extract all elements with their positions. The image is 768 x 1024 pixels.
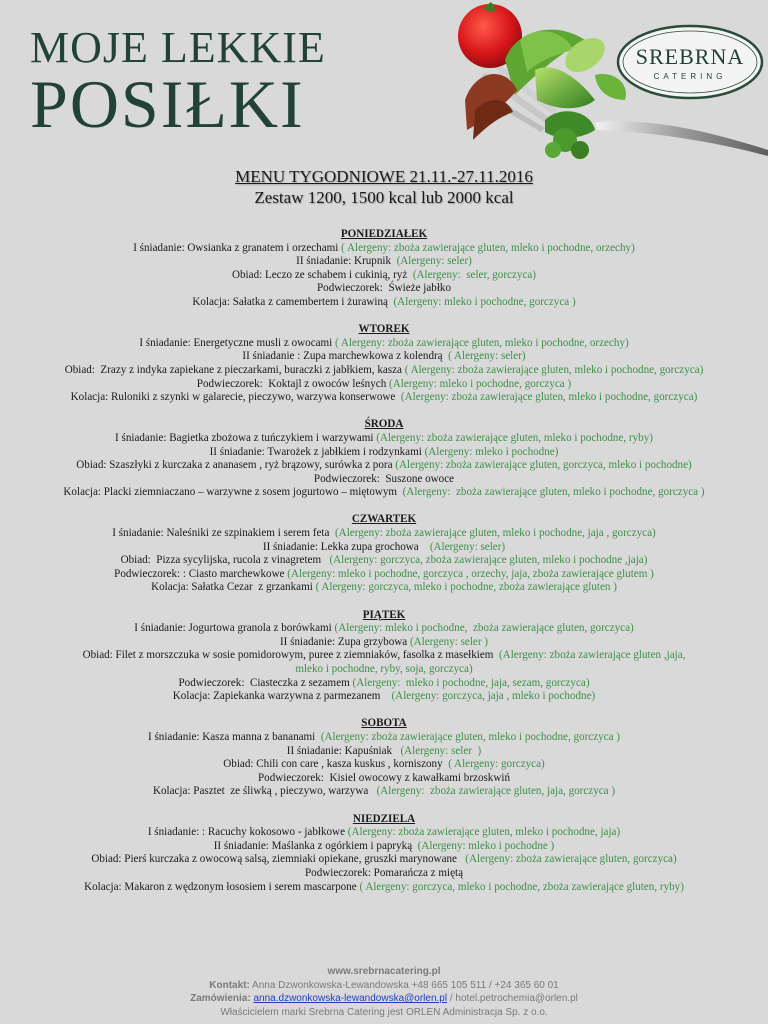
meal-row — [0, 269, 768, 283]
meal-allergens: ( Alergeny: gorczyca) — [448, 758, 545, 771]
menu-heading — [0, 166, 768, 208]
meal-text: Kolacja: Sałatka Cezar z grzankami — [151, 581, 316, 594]
meal-text: II śniadanie: Kapuśniak — [286, 744, 401, 757]
menu-heading-dates: MENU TYGODNIOWE 21.11.-27.11.2016 — [235, 167, 533, 186]
meal-allergens: (Alergeny: zboża zawierające gluten ,jaja, mleko i pochodne, ryby, soja, gorczyca) — [295, 649, 686, 675]
day-name: WTOREK — [358, 323, 410, 336]
footer — [0, 965, 768, 1019]
meal-allergens: ( Alergeny: gorczyca, mleko i pochodne, zboża zawierające gluten, ryby) — [359, 880, 684, 893]
meal-text: Kolacja: Sałatka z camembertem i żurawiną — [192, 295, 394, 308]
meal-row — [0, 622, 768, 636]
meal-row — [0, 296, 768, 310]
meal-text: I śniadanie: Kasza manna z bananami — [148, 730, 321, 743]
meal-allergens: (Alergeny: zboża zawierające gluten, mleko i pochodne, gorczyca ) — [402, 486, 705, 499]
meal-allergens: ( Alergeny: gorczyca, mleko i pochodne, zboża zawierające gluten ) — [315, 581, 617, 594]
footer-orders-sep: / — [447, 993, 456, 1004]
meal-row — [0, 432, 768, 446]
meal-row — [0, 677, 768, 691]
meal-row — [0, 541, 768, 555]
day-name: CZWARTEK — [351, 513, 417, 526]
footer-contact-label: Kontakt: — [209, 979, 250, 991]
weekly-menu — [0, 228, 768, 908]
fork-vegetables-image — [445, 0, 768, 170]
meal-text: Kolacja: Placki ziemniaczano – warzywne z sosem jogurtowo – miętowym — [63, 486, 403, 499]
page-title — [30, 23, 326, 143]
meal-text: I śniadanie: : Racuchy kokosowo - jabłkowe — [147, 826, 348, 839]
meal-row — [0, 554, 768, 568]
meal-allergens: ( Alergeny: zboża zawierające gluten, mleko i pochodne, orzechy) — [341, 241, 635, 254]
day-section — [0, 513, 768, 595]
meal-text: I śniadanie: Energetyczne musli z owocami — [139, 336, 336, 349]
meal-row — [0, 459, 768, 473]
meal-allergens: ( Alergeny: zboża zawierające gluten, mleko i pochodne, gorczyca) — [404, 363, 704, 376]
meal-text: Podwieczorek: Ciasteczka z sezamem — [178, 676, 353, 689]
meal-row — [0, 636, 768, 650]
meal-row — [0, 568, 768, 582]
meal-text: I śniadanie: Naleśniki ze szpinakiem i serem feta — [112, 527, 335, 540]
meal-allergens: (Alergeny: zboża zawierające gluten, mleko i pochodne, gorczyca) — [400, 391, 698, 404]
day-name: PONIEDZIAŁEK — [340, 228, 428, 240]
day-section — [0, 418, 768, 500]
hero-image — [445, 0, 768, 170]
meal-text: Podwieczorek: Świeże jabłko — [316, 282, 451, 295]
day-name: ŚRODA — [364, 418, 404, 431]
meal-row — [0, 853, 768, 867]
meal-text: I śniadanie: Owsianka z granatem i orzechami — [133, 241, 342, 254]
meal-row — [0, 745, 768, 759]
meal-text: Podwieczorek: Suszone owoce — [313, 472, 455, 485]
day-section — [0, 609, 768, 704]
meal-row — [0, 690, 768, 704]
hotel-email: hotel.petrochemia@orlen.pl — [455, 993, 578, 1004]
meal-text: II śniadanie: Zupa grzybowa — [279, 635, 410, 648]
meal-text: Podwieczorek: Kisiel owocowy z kawałkami brzoskwiń — [257, 771, 510, 784]
meal-row — [0, 826, 768, 840]
meal-row — [0, 867, 768, 881]
meal-text: I śniadanie: Jogurtowa granola z borówkami — [134, 622, 335, 635]
meal-allergens: (Alergeny: mleko i pochodne, zboża zawierające gluten, gorczyca) — [334, 622, 634, 635]
meal-text: Obiad: Zrazy z indyka zapiekane z pieczarkami, buraczki z jabłkiem, kasza — [64, 363, 405, 376]
meal-allergens: (Alergeny: mleko i pochodne) — [424, 445, 559, 458]
meal-row — [0, 881, 768, 895]
meal-text: Obiad: Szaszłyki z kurczaka z ananasem , ryż brązowy, surówka z pora — [76, 459, 396, 472]
meal-allergens: (Alergeny: mleko i pochodne ) — [417, 839, 555, 852]
menu-heading-sets: Zestaw 1200, 1500 kcal lub 2000 kcal — [254, 188, 514, 207]
meal-text: Kolacja: Pasztet ze śliwką , pieczywo, warzywa — [152, 785, 377, 798]
meal-allergens: (Alergeny: zboża zawierające gluten, gorczyca) — [465, 853, 677, 866]
meal-text: I śniadanie: Bagietka zbożowa z tuńczykiem i warzywami — [115, 431, 377, 444]
logo-sub: CATERING — [653, 72, 727, 81]
meal-text: Kolacja: Makaron z wędzonym łososiem i serem mascarpone — [84, 880, 360, 893]
meal-row — [0, 255, 768, 269]
footer-owner: Właścicielem marki Srebrna Catering jest ORLEN Administracja Sp. z o.o. — [220, 1006, 548, 1018]
day-section — [0, 717, 768, 799]
meal-row — [0, 446, 768, 460]
meal-allergens: (Alergeny: zboża zawierające gluten, jaja, gorczyca ) — [376, 785, 616, 798]
footer-website: www.srebrnacatering.pl — [327, 966, 441, 977]
meal-allergens: (Alergeny: zboża zawierające gluten, mleko i pochodne, jaja , gorczyca) — [334, 527, 656, 540]
meal-text: Podwieczorek: : Ciasto marchewkowe — [114, 567, 288, 580]
meal-row — [0, 840, 768, 854]
meal-allergens: ( Alergeny: seler) — [448, 350, 526, 363]
meal-allergens: (Alergeny: seler ) — [409, 635, 489, 648]
meal-allergens: (Alergeny: seler ) — [400, 744, 482, 757]
day-section — [0, 323, 768, 405]
day-name: SOBOTA — [361, 717, 407, 730]
footer-orders — [0, 992, 768, 1006]
footer-contact-text: Anna Dzwonkowska-Lewandowska +48 665 105 511 / +24 365 60 01 — [249, 979, 559, 991]
meal-text: Podwieczorek: Pomarańcza z miętą — [304, 866, 463, 879]
meal-allergens: (Alergeny: zboża zawierające gluten, gorczyca, mleko i pochodne) — [395, 459, 692, 472]
meal-allergens: (Alergeny: zboża zawierające gluten, mleko i pochodne, ryby) — [376, 431, 653, 444]
meal-text: Kolacja: Ruloniki z szynki w galarecie, pieczywo, warzywa konserwowe — [70, 391, 401, 404]
meal-allergens: (Alergeny: seler, gorczyca) — [412, 268, 536, 281]
meal-row — [0, 337, 768, 351]
meal-row — [0, 473, 768, 487]
meal-row — [0, 378, 768, 392]
meal-row — [0, 758, 768, 772]
meal-text: Kolacja: Zapiekanka warzywna z parmezanem — [172, 690, 392, 703]
meal-text: Obiad: Pizza sycylijska, rucola z vinagretem — [120, 554, 330, 567]
meal-row — [0, 364, 768, 378]
orders-email-link[interactable]: anna.dzwonkowska-lewandowska@orlen.pl — [253, 993, 448, 1004]
meal-row — [0, 731, 768, 745]
meal-row — [0, 772, 768, 786]
meal-text: II śniadanie: Krupnik — [296, 255, 397, 268]
meal-text: II śniadanie: Lekka zupa grochowa — [262, 540, 430, 553]
meal-text: II śniadanie: Maślanka z ogórkiem i papryką — [213, 839, 418, 852]
meal-allergens: (Alergeny: mleko i pochodne, gorczyca , orzechy, jaja, zboża zawierające glutem ) — [287, 567, 654, 580]
meal-allergens: (Alergeny: mleko i pochodne, gorczyca ) — [393, 295, 576, 308]
meal-text: II śniadanie : Zupa marchewkowa z kolendrą — [242, 350, 449, 363]
title-line-2: POSIŁKI — [30, 66, 305, 143]
meal-allergens: ( Alergeny: zboża zawierające gluten, mleko i pochodne, orzechy) — [335, 336, 629, 349]
footer-orders-label: Zamówienia: — [190, 993, 251, 1004]
title-line-1: MOJE LEKKIE — [30, 23, 326, 72]
meal-row — [0, 391, 768, 405]
meal-row — [0, 242, 768, 256]
meal-row — [0, 282, 768, 296]
footer-contact — [0, 979, 768, 993]
meal-row — [0, 350, 768, 364]
meal-row — [0, 486, 768, 500]
meal-row — [0, 649, 768, 676]
meal-allergens: (Alergeny: gorczyca, zboża zawierające gluten, mleko i pochodne ,jaja) — [329, 554, 648, 567]
meal-allergens: (Alergeny: gorczyca, jaja , mleko i pochodne) — [391, 690, 596, 703]
meal-text: Obiad: Chili con care , kasza kuskus , korniszony — [223, 758, 449, 771]
day-section — [0, 813, 768, 895]
meal-text: Podwieczorek: Koktajl z owoców leśnych — [196, 377, 390, 390]
meal-allergens: (Alergeny: seler) — [396, 255, 472, 268]
meal-row — [0, 581, 768, 595]
day-name: NIEDZIELA — [352, 812, 416, 825]
meal-allergens: (Alergeny: mleko i pochodne, gorczyca ) — [389, 377, 572, 390]
day-name: PIĄTEK — [362, 608, 406, 621]
meal-allergens: (Alergeny: zboża zawierające gluten, mleko i pochodne, gorczyca ) — [320, 730, 620, 743]
meal-row — [0, 527, 768, 541]
meal-text: Obiad: Filet z morszczuka w sosie pomidorowym, puree z ziemniaków, fasolka z masełkiem — [82, 649, 499, 662]
meal-row — [0, 785, 768, 799]
day-section — [0, 228, 768, 310]
meal-allergens: (Alergeny: seler) — [429, 540, 506, 553]
meal-text: II śniadanie: Twarożek z jabłkiem i rodzynkami — [209, 445, 425, 458]
logo-brand: SREBRNA — [635, 44, 745, 69]
meal-allergens: (Alergeny: mleko i pochodne, jaja, sezam, gorczyca) — [352, 676, 590, 689]
meal-text: Obiad: Leczo ze schabem i cukinią, ryż — [232, 268, 413, 281]
meal-text: Obiad: Pierś kurczaka z owocową salsą, ziemniaki opiekane, gruszki marynowane — [91, 853, 466, 866]
meal-allergens: (Alergeny: zboża zawierające gluten, mleko i pochodne, jaja) — [347, 826, 621, 839]
